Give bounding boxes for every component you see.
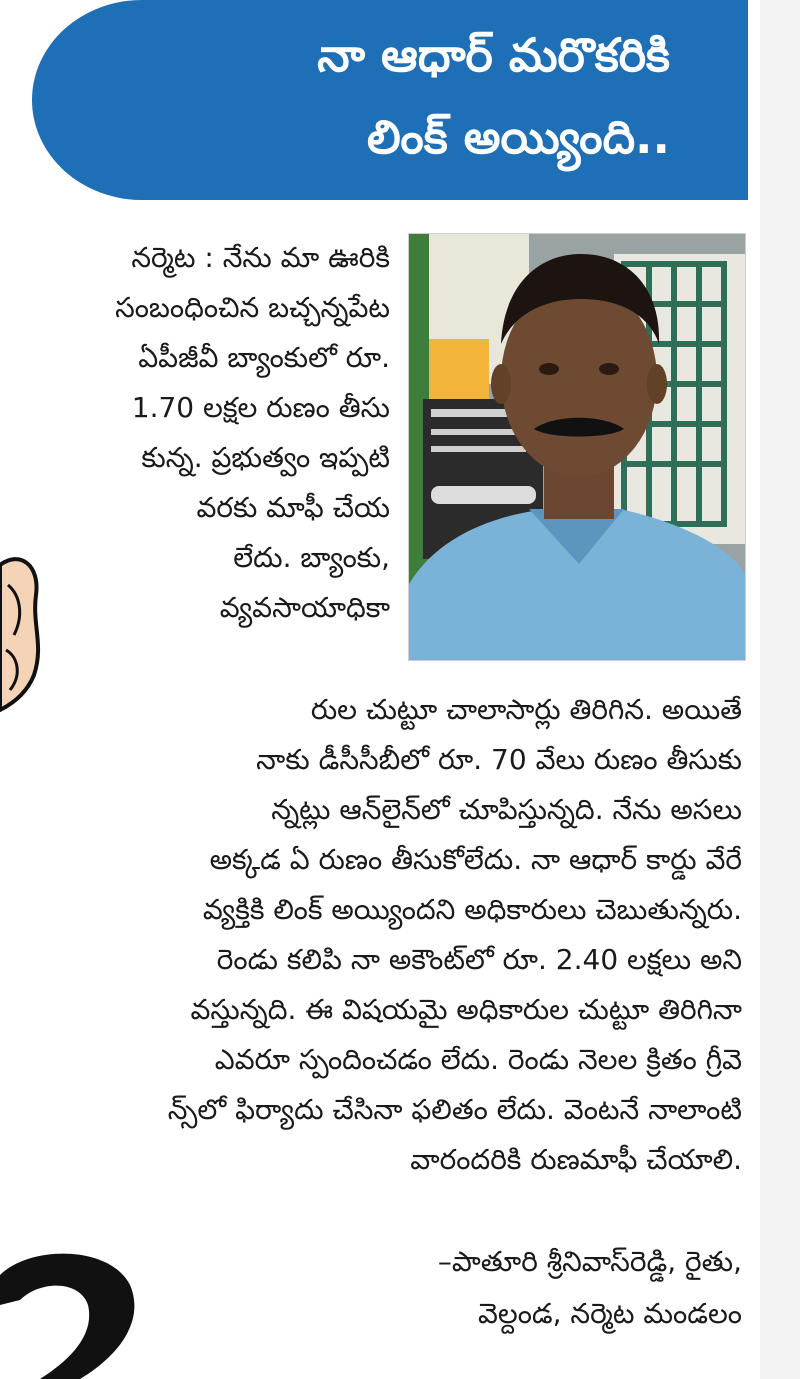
byline-name: –పాతూరి శ్రీనివాస్‌రెడ్డి, రైతు, <box>437 1245 742 1278</box>
text-line: వ్యక్తికి లింక్ అయ్యిందని అధికారులు చెబుతున్నరు. <box>202 893 742 926</box>
decorative-glyph-fragment <box>0 1245 140 1379</box>
text-line: వారందరికి రుణమాఫీ చేయాలి. <box>410 1143 742 1176</box>
headline-line-2: లింక్ అయ్యింది.. <box>367 110 670 164</box>
text-line: అక్కడ ఏ రుణం తీసుకోలేదు. నా ఆధార్ కార్డు వేరే <box>209 843 742 876</box>
farmer-photo <box>408 233 746 661</box>
text-line: నర్మెట : నేను మా ఊరికి <box>131 241 390 274</box>
headline-banner <box>32 0 748 200</box>
article-text-wide <box>168 685 742 1185</box>
cartoon-fragment-top <box>0 545 50 715</box>
text-line: న్స్‌లో ఫిర్యాదు చేసినా ఫలితం లేదు. వెంటనే నాలాంటి <box>167 1093 742 1126</box>
text-line: లేదు. బ్యాంకు, <box>233 541 390 574</box>
text-line: నాకు డీసీసీబీలో రూ. 70 వేలు రుణం తీసుకు <box>256 743 742 776</box>
text-line: వస్తున్నది. ఈ విషయమై అధికారుల చుట్టూ తిరిగినా <box>190 993 742 1026</box>
text-line: రుల చుట్టూ చాలాసార్లు తిరిగిన. అయితే <box>310 693 742 726</box>
text-line: ఎవరూ స్పందించడం లేదు. రెండు నెలల క్రితం గ్రీవె <box>214 1043 742 1076</box>
byline <box>438 1236 742 1340</box>
text-line: రెండు కలిపి నా అకౌంట్‌లో రూ. 2.40 లక్షలు అని <box>216 943 742 976</box>
text-line: న్నట్లు ఆన్‌లైన్‌లో చూపిస్తున్నది. నేను అసలు <box>271 793 742 826</box>
text-line: 1.70 లక్షల రుణం తీసు <box>131 391 390 424</box>
article-text-narrow <box>115 233 390 633</box>
page-edge <box>760 0 800 1379</box>
text-line: వ్యవసాయాధికా <box>219 591 390 624</box>
person-photo-icon <box>409 234 745 660</box>
headline-line-1: నా ఆధార్ మరొకరికి <box>317 28 670 82</box>
text-line: సంబంధించిన బచ్చన్నపేట <box>115 291 390 324</box>
byline-place: వెల్దండ, నర్మెట మండలం <box>477 1297 742 1330</box>
text-line: కున్న. ప్రభుత్వం ఇప్పటి <box>141 441 390 474</box>
text-line: ఏపీజీవీ బ్యాంకులో రూ. <box>138 341 390 374</box>
text-line: వరకు మాఫీ చేయ <box>196 491 390 524</box>
